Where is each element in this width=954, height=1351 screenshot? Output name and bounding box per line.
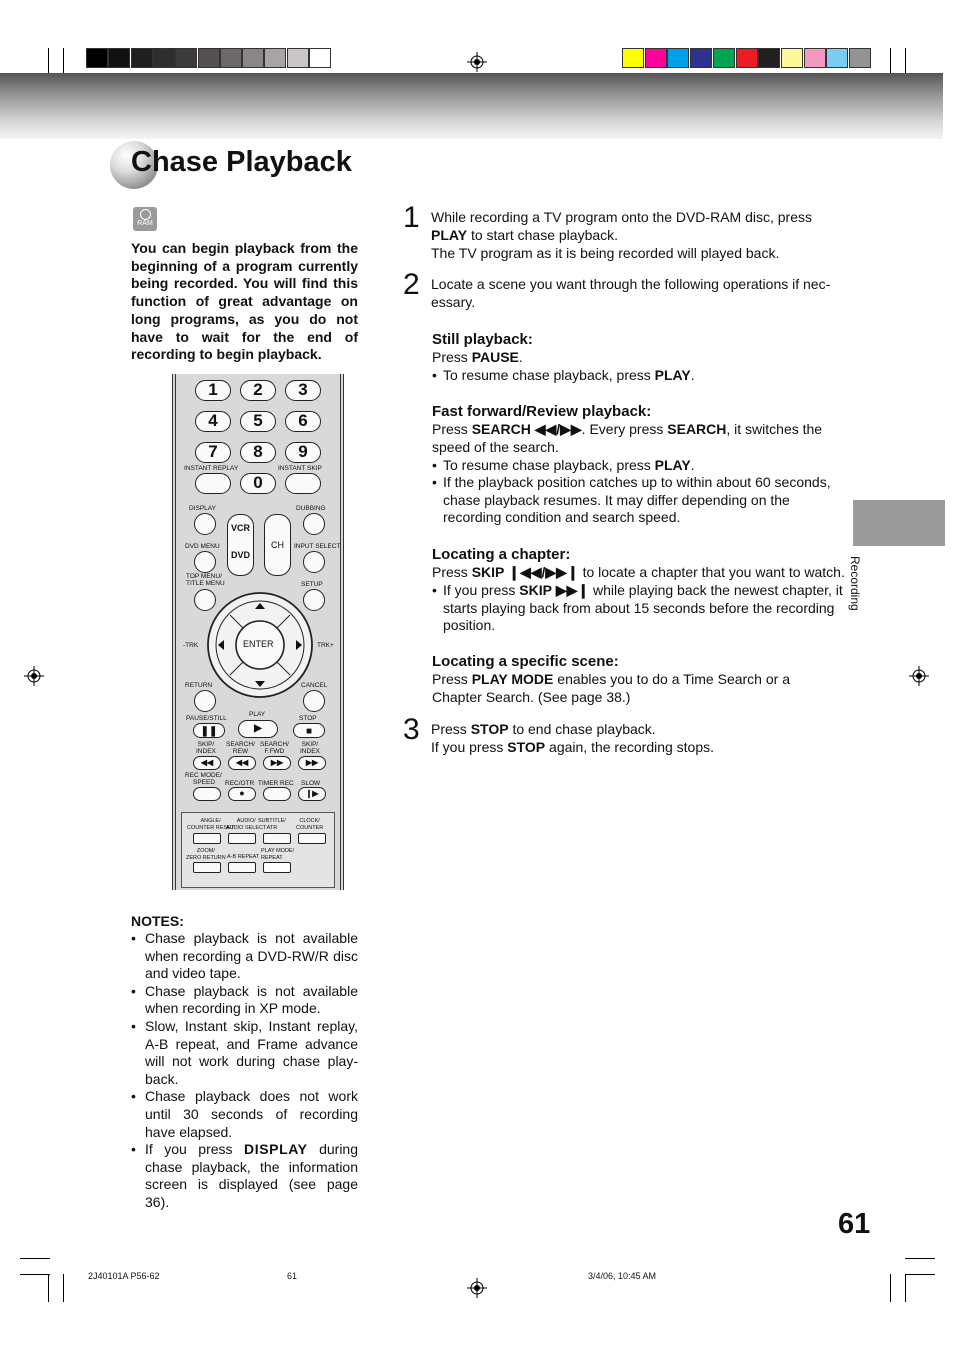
- remote-label-cancel: CANCEL: [301, 682, 328, 689]
- remote-key-angle: [193, 833, 221, 844]
- remote-label-dvd-menu: DVD MENU: [185, 543, 220, 550]
- disc-icon: [140, 209, 151, 220]
- remote-label-input-select: INPUT SELECT: [294, 543, 341, 550]
- remote-key-search-ff: ▶▶: [263, 756, 291, 770]
- remote-key-skip-back: ◀◀: [193, 756, 221, 770]
- notes-heading: NOTES:: [131, 913, 184, 929]
- remote-label-zoom: ZOOM/ ZERO RETURN: [186, 848, 226, 861]
- remote-label-play: PLAY: [249, 711, 266, 718]
- remote-key-zoom: [193, 862, 221, 873]
- remote-control-illustration: [172, 374, 344, 890]
- remote-label-pause: PAUSE/STILL: [186, 715, 227, 722]
- remote-label-enter: ENTER: [243, 639, 274, 649]
- registration-mark-icon: [467, 1278, 487, 1298]
- still-playback-text: Press PAUSE.: [432, 349, 523, 365]
- note-item: • Chase playback is not available when recording in XP mode.: [131, 983, 358, 1018]
- crop-mark: [905, 1274, 906, 1302]
- step-1-text: While recording a TV program onto the DVD-RAM disc, press PLAY to start chase playback. The TV program as it is being recorded will played back.: [431, 209, 812, 261]
- remote-key-play: ▶: [238, 720, 278, 738]
- page-title: Chase Playback: [131, 146, 352, 178]
- remote-key-instant-skip: [285, 473, 321, 494]
- remote-label-audio: AUDIO/ AUDIO SELECT: [226, 818, 267, 831]
- gray-swatch: [86, 48, 108, 68]
- remote-key-subtitle: [263, 833, 291, 844]
- color-swatch: [804, 48, 826, 68]
- remote-label-play-mode: PLAY MODE/ REPEAT: [261, 848, 295, 861]
- color-swatch: [622, 48, 644, 68]
- remote-key-vcr-dvd: [227, 514, 254, 576]
- remote-label-instant-skip: INSTANT SKIP: [278, 465, 322, 472]
- color-swatch: [826, 48, 848, 68]
- remote-label-top-menu: TOP MENU/ TITLE MENU: [186, 573, 225, 587]
- fast-forward-bullet-2: • If the playback position catches up to within about 60 seconds, chase playback resumes. It may differ depending on the recording condition and search speed.: [432, 474, 831, 526]
- crop-mark: [905, 1258, 935, 1259]
- step-number-1: 1: [403, 201, 420, 234]
- remote-label-dvd: DVD: [230, 550, 250, 560]
- color-swatch: [849, 48, 871, 68]
- remote-label-ab-repeat: A-B REPEAT: [227, 854, 260, 860]
- crop-mark: [905, 1274, 935, 1275]
- crop-mark: [63, 48, 64, 76]
- note-item: • Slow, Instant skip, Instant replay, A-B repeat, and Frame advance will not work during chase play-back.: [131, 1018, 358, 1088]
- step-2-text: Locate a scene you want through the following operations if nec-essary.: [431, 276, 831, 310]
- note-item: • If you press DISPLAY during chase playback, the information screen is displayed (see page 36).: [131, 1141, 358, 1211]
- remote-label-instant-replay: INSTANT REPLAY: [184, 465, 239, 472]
- remote-key-skip-fwd: ▶▶: [298, 756, 326, 770]
- color-swatch: [713, 48, 735, 68]
- ram-badge-label: RAM: [137, 220, 153, 227]
- remote-label-return: RETURN: [185, 682, 213, 689]
- gray-swatch: [198, 48, 220, 68]
- remote-label-skip-back: SKIP/ INDEX: [196, 741, 216, 755]
- gray-swatch: [153, 48, 175, 68]
- notes-list: [131, 930, 358, 1212]
- remote-label-dubbing: DUBBING: [296, 505, 326, 512]
- remote-label-angle: ANGLE/ COUNTER RESET: [187, 818, 235, 831]
- remote-key-display: [194, 513, 216, 535]
- remote-key-audio: [228, 833, 256, 844]
- remote-label-clock: CLOCK/ COUNTER: [296, 818, 324, 831]
- remote-key-instant-replay: [195, 473, 231, 494]
- note-item: • Chase playback does not work until 30 seconds of recording have elapsed.: [131, 1088, 358, 1141]
- color-swatch: [690, 48, 712, 68]
- remote-key-slow: ❙▶: [298, 787, 326, 801]
- color-swatch: [758, 48, 780, 68]
- gray-swatch: [175, 48, 197, 68]
- locating-chapter-bullet: • If you press SKIP ▶▶❙ while playing back the newest chapter, it starts playing back from about 15 seconds before the recording position.: [432, 582, 843, 634]
- remote-label-rec-otr: REC/OTR: [225, 780, 255, 787]
- color-swatch: [736, 48, 758, 68]
- remote-key-timer-rec: [263, 787, 291, 801]
- remote-key-rec-otr: ●: [228, 787, 256, 801]
- gray-swatch: [131, 48, 153, 68]
- remote-key-search-rew: ◀◀: [228, 756, 256, 770]
- footer-left: 2J40101A P56-62: [88, 1271, 160, 1281]
- remote-key-stop: ■: [293, 723, 325, 738]
- footer-center: 61: [287, 1271, 298, 1281]
- remote-key-1: 1: [195, 380, 231, 401]
- section-tab-label: Recording: [848, 556, 862, 611]
- remote-key-channel: [264, 514, 291, 576]
- crop-mark: [63, 1274, 64, 1302]
- remote-label-rec-mode: REC MODE/ SPEED: [185, 772, 222, 786]
- page-number: 61: [838, 1208, 871, 1240]
- crop-mark: [48, 1274, 49, 1302]
- crop-mark: [905, 48, 906, 76]
- remote-key-0: 0: [240, 473, 276, 494]
- registration-mark-icon: [467, 52, 487, 72]
- crop-mark: [890, 48, 891, 76]
- color-swatch: [781, 48, 803, 68]
- remote-key-2: 2: [240, 380, 276, 401]
- section-tab: [853, 500, 945, 546]
- locating-chapter-text: Press SKIP ❙◀◀/▶▶❙ to locate a chapter that you want to watch.: [432, 564, 845, 580]
- remote-key-dubbing: [303, 513, 325, 535]
- note-item: • Chase playback is not available when recording a DVD-RW/R disc and video tape.: [131, 930, 358, 983]
- remote-key-cancel: [303, 690, 325, 712]
- locating-chapter-heading: Locating a chapter:: [432, 546, 571, 563]
- crop-mark: [890, 1274, 891, 1302]
- remote-key-3: 3: [285, 380, 321, 401]
- step-number-2: 2: [403, 268, 420, 301]
- remote-key-input-select: [303, 551, 325, 573]
- gray-swatch: [108, 48, 130, 68]
- gray-swatch: [287, 48, 309, 68]
- step-3-text: Press STOP to end chase playback. If you press STOP again, the recording stops.: [431, 721, 715, 755]
- fast-forward-text: Press SEARCH ◀◀/▶▶. Every press SEARCH, it switches the speed of the search.: [432, 421, 823, 455]
- remote-label-search-rew: SEARCH/ REW: [226, 741, 255, 755]
- remote-key-5: 5: [240, 411, 276, 432]
- remote-key-ab-repeat: [228, 862, 256, 873]
- remote-key-6: 6: [285, 411, 321, 432]
- remote-label-timer-rec: TIMER REC: [258, 780, 294, 787]
- step-number-3: 3: [403, 713, 420, 746]
- remote-label-subtitle: SUBTITLE/ ATR: [258, 818, 286, 831]
- remote-key-play-mode: [263, 862, 291, 873]
- intro-paragraph: You can begin playback from the beginning of a program currently being recorded. You will find this function of great advantage on long programs, as you do not have to wait for the end of recording to begin playback.: [131, 240, 358, 363]
- fast-forward-bullet-1: • To resume chase playback, press PLAY.: [432, 457, 695, 473]
- remote-key-clock: [298, 833, 326, 844]
- remote-label-ch: CH: [271, 540, 284, 550]
- remote-key-8: 8: [240, 442, 276, 463]
- footer-right: 3/4/06, 10:45 AM: [588, 1271, 657, 1281]
- crop-mark: [20, 1274, 50, 1275]
- locating-scene-heading: Locating a specific scene:: [432, 653, 619, 670]
- remote-label-trk-minus: -TRK: [183, 642, 199, 649]
- remote-key-4: 4: [195, 411, 231, 432]
- color-swatch: [667, 48, 689, 68]
- gray-swatch: [309, 48, 331, 68]
- skip-back-forward-icon: ❙◀◀/▶▶❙: [508, 564, 579, 580]
- skip-forward-icon: ▶▶❙: [555, 582, 590, 598]
- still-playback-bullet: • To resume chase playback, press PLAY.: [432, 367, 695, 383]
- color-swatch: [645, 48, 667, 68]
- remote-key-return: [194, 690, 216, 712]
- crop-mark: [20, 1258, 50, 1259]
- header-band: [0, 73, 943, 139]
- remote-key-dvd-menu: [194, 551, 216, 573]
- gray-swatch: [220, 48, 242, 68]
- remote-label-slow: SLOW: [301, 780, 321, 787]
- registration-mark-icon: [24, 666, 44, 686]
- remote-label-search-ff: SEARCH/ F.FWD: [260, 741, 289, 755]
- locating-scene-text: Press PLAY MODE enables you to do a Time Search or a Chapter Search. (See page 38.): [432, 671, 790, 705]
- remote-label-trk-plus: TRK+: [317, 642, 334, 649]
- fast-forward-heading: Fast forward/Review playback:: [432, 403, 652, 420]
- remote-label-stop: STOP: [299, 715, 317, 722]
- remote-label-setup: SETUP: [301, 581, 323, 588]
- remote-key-rec-mode: [193, 787, 221, 801]
- gray-swatch: [242, 48, 264, 68]
- still-playback-heading: Still playback:: [432, 331, 533, 348]
- remote-key-pause: ❚❚: [193, 723, 225, 738]
- crop-mark: [48, 48, 49, 76]
- remote-key-9: 9: [285, 442, 321, 463]
- dvd-ram-icon: [133, 207, 157, 231]
- registration-mark-icon: [909, 666, 929, 686]
- remote-label-vcr: VCR: [230, 523, 250, 533]
- remote-label-display: DISPLAY: [189, 505, 216, 512]
- remote-key-7: 7: [195, 442, 231, 463]
- search-rew-ff-icon: ◀◀/▶▶: [534, 421, 582, 437]
- remote-label-skip-fwd: SKIP/ INDEX: [300, 741, 320, 755]
- gray-swatch: [264, 48, 286, 68]
